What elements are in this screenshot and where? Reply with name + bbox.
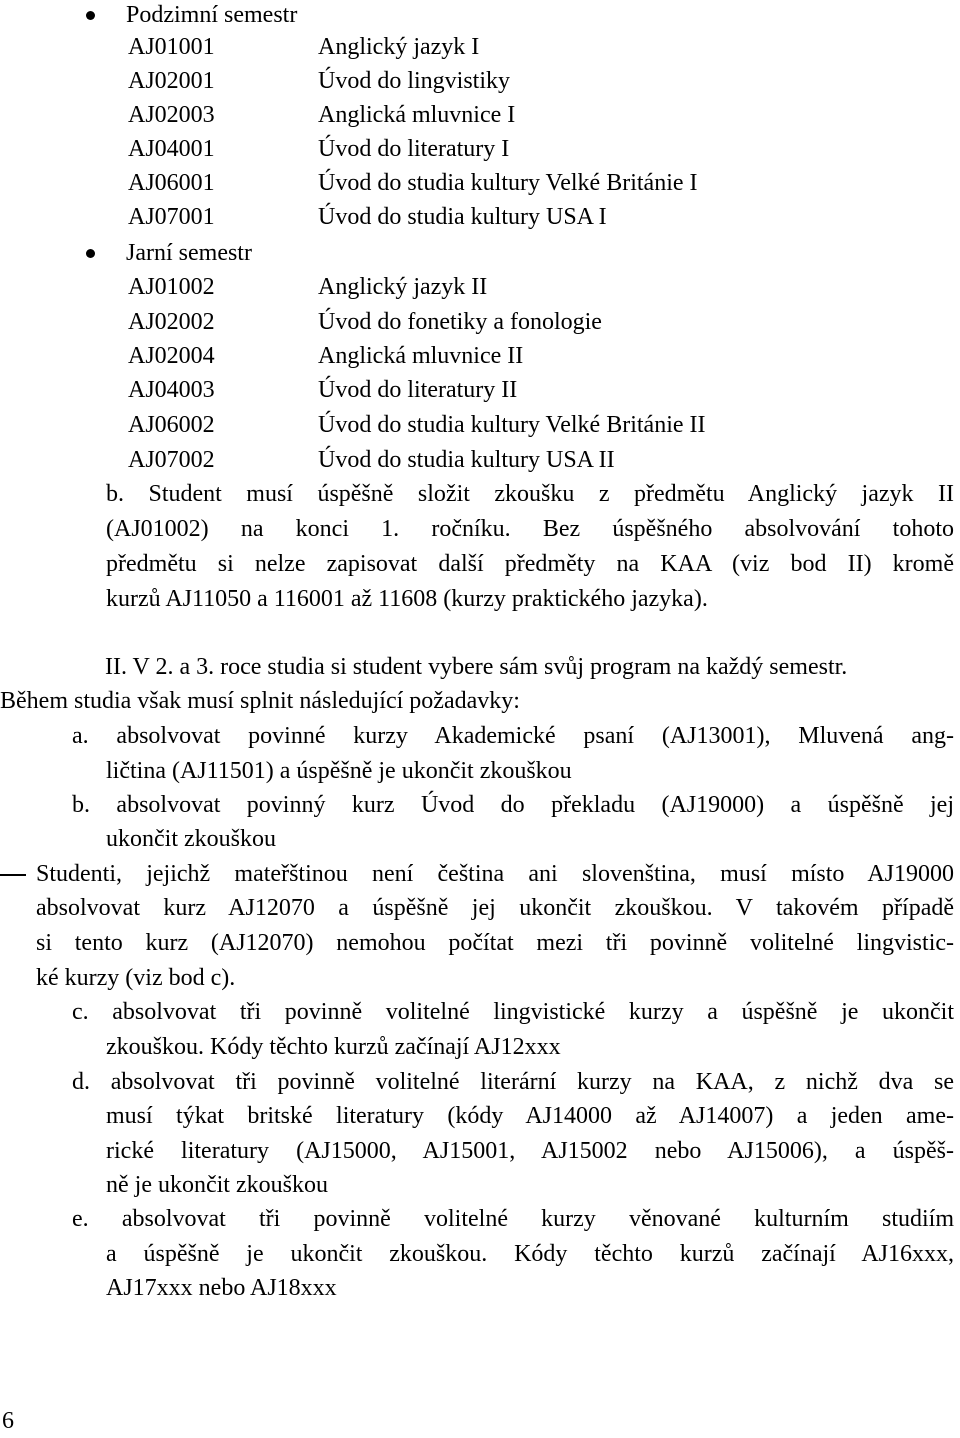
course-code: AJ07002 (128, 447, 215, 473)
course-code: AJ01002 (128, 274, 215, 300)
course-title: Anglický jazyk I (318, 34, 480, 60)
paragraph-line: ně je ukončit zkouškou (106, 1172, 328, 1198)
course-code: AJ06002 (128, 412, 215, 438)
paragraph-line: AJ17xxx nebo AJ18xxx (106, 1275, 337, 1301)
course-code: AJ02002 (128, 309, 215, 335)
course-title: Úvod do literatury I (318, 136, 510, 162)
paragraph-line: si tento kurz (AJ12070) nemohou počítat mezi tři povinně volitelné lingvistic- (36, 930, 954, 956)
course-title: Anglický jazyk II (318, 274, 488, 300)
course-title: Úvod do studia kultury Velké Británie I (318, 170, 698, 196)
course-code: AJ07001 (128, 204, 215, 230)
paragraph-line: Během studia však musí splnit následující požadavky: (0, 688, 520, 714)
dash-icon (0, 874, 26, 876)
page-number: 6 (2, 1408, 14, 1434)
course-title: Anglická mluvnice I (318, 102, 516, 128)
course-code: AJ02003 (128, 102, 215, 128)
section-2-heading: II. V 2. a 3. roce studia si student vybere sám svůj program na každý semestr. (105, 654, 848, 680)
course-code: AJ02001 (128, 68, 215, 94)
paragraph-line: rické literatury (AJ15000, AJ15001, AJ15002 nebo AJ15006), a úspěš- (106, 1138, 954, 1164)
course-title: Úvod do lingvistiky (318, 68, 511, 94)
course-code: AJ04001 (128, 136, 215, 162)
paragraph-line: ličtina (AJ11501) a úspěšně je ukončit zkouškou (106, 758, 572, 784)
paragraph-line: a úspěšně je ukončit zkouškou. Kódy těchto kurzů začínají AJ16xxx, (106, 1241, 954, 1267)
course-title: Úvod do literatury II (318, 377, 518, 403)
course-title: Úvod do studia kultury USA II (318, 447, 615, 473)
paragraph-line: zkouškou. Kódy těchto kurzů začínají AJ12xxx (106, 1034, 561, 1060)
course-code: AJ06001 (128, 170, 215, 196)
semester-heading-autumn: Podzimní semestr (126, 2, 298, 28)
bullet-icon (86, 249, 95, 258)
paragraph-line: absolvovat kurz AJ12070 a úspěšně jej ukončit zkouškou. V takovém případě (36, 895, 954, 921)
bullet-icon (86, 11, 95, 20)
course-title: Úvod do studia kultury Velké Británie II (318, 412, 706, 438)
paragraph-line: Studenti, jejichž mateřštinou není čeština ani slovenština, musí místo AJ19000 (36, 861, 954, 887)
course-code: AJ04003 (128, 377, 215, 403)
paragraph-line: e. absolvovat tři povinně volitelné kurzy věnované kulturním studiím (72, 1206, 954, 1232)
paragraph-line: c. absolvovat tři povinně volitelné lingvistické kurzy a úspěšně je ukončit (72, 999, 954, 1025)
paragraph-line: ké kurzy (viz bod c). (36, 965, 236, 991)
paragraph-line: b. absolvovat povinný kurz Úvod do překladu (AJ19000) a úspěšně jej (72, 792, 954, 818)
paragraph-line: b. Student musí úspěšně složit zkoušku z předmětu Anglický jazyk II (106, 481, 954, 507)
paragraph-line: ukončit zkouškou (106, 826, 276, 852)
paragraph-line: předmětu si nelze zapisovat další předměty na KAA (viz bod II) kromě (106, 551, 954, 577)
course-title: Úvod do fonetiky a fonologie (318, 309, 602, 335)
course-code: AJ02004 (128, 343, 215, 369)
course-title: Úvod do studia kultury USA I (318, 204, 607, 230)
paragraph-line: d. absolvovat tři povinně volitelné literární kurzy na KAA, z nichž dva se (72, 1069, 954, 1095)
semester-heading-spring: Jarní semestr (126, 240, 252, 266)
paragraph-line: kurzů AJ11050 a 116001 až 11608 (kurzy praktického jazyka). (106, 586, 708, 612)
course-code: AJ01001 (128, 34, 215, 60)
paragraph-line: a. absolvovat povinné kurzy Akademické psaní (AJ13001), Mluvená ang- (72, 723, 954, 749)
course-title: Anglická mluvnice II (318, 343, 524, 369)
paragraph-line: (AJ01002) na konci 1. ročníku. Bez úspěšného absolvování tohoto (106, 516, 954, 542)
paragraph-line: musí týkat britské literatury (kódy AJ14000 až AJ14007) a jeden ame- (106, 1103, 954, 1129)
